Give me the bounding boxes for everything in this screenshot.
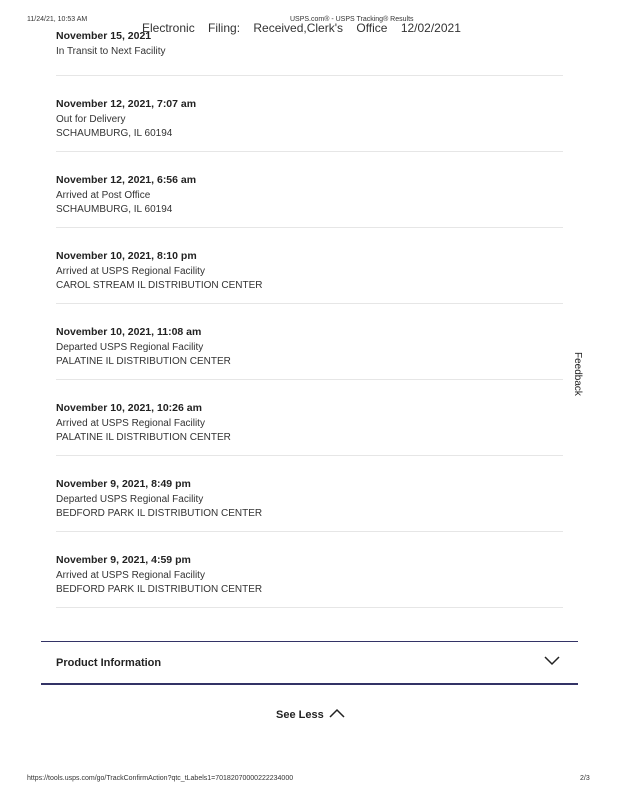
tracking-event	[56, 304, 563, 380]
feedback-tab[interactable]: Feedback	[572, 352, 583, 396]
event-date: November 10, 2021, 8:10 pm	[56, 250, 197, 262]
event-status: Arrived at USPS Regional Facility	[56, 570, 205, 581]
chevron-down-icon[interactable]	[544, 653, 560, 671]
event-location: SCHAUMBURG, IL 60194	[56, 204, 173, 215]
print-footer-url: https://tools.usps.com/go/TrackConfirmAction?qtc_tLabels1=70182070000222234000	[27, 775, 294, 782]
event-date: November 10, 2021, 10:26 am	[56, 402, 202, 414]
event-date: November 12, 2021, 7:07 am	[56, 98, 197, 110]
event-location: SCHAUMBURG, IL 60194	[56, 128, 173, 139]
print-header-datetime: 11/24/21, 10:53 AM	[27, 16, 88, 23]
event-date: November 15, 2021	[56, 30, 152, 42]
event-status: Out for Delivery	[56, 114, 126, 125]
event-status: In Transit to Next Facility	[56, 46, 166, 57]
print-footer-page-number: 2/3	[580, 775, 590, 782]
tracking-event	[56, 76, 563, 152]
event-location: BEDFORD PARK IL DISTRIBUTION CENTER	[56, 508, 263, 519]
event-status: Arrived at USPS Regional Facility	[56, 418, 205, 429]
product-information-label: Product Information	[56, 657, 162, 669]
product-information-accordion[interactable]	[41, 641, 578, 685]
tracking-event	[56, 380, 563, 456]
tracking-event	[56, 228, 563, 304]
event-status: Departed USPS Regional Facility	[56, 342, 204, 353]
filing-stamp: Electronic Filing: Received,Clerk's Office 12/02/2021	[142, 21, 461, 35]
event-location: PALATINE IL DISTRIBUTION CENTER	[56, 432, 231, 443]
event-location: PALATINE IL DISTRIBUTION CENTER	[56, 356, 231, 367]
tracking-event	[56, 456, 563, 532]
tracking-event	[56, 28, 563, 76]
event-date: November 12, 2021, 6:56 am	[56, 174, 197, 186]
chevron-up-icon	[329, 708, 345, 721]
event-location: BEDFORD PARK IL DISTRIBUTION CENTER	[56, 584, 263, 595]
tracking-event	[56, 532, 563, 608]
see-less-label: See Less	[276, 708, 324, 721]
event-status: Departed USPS Regional Facility	[56, 494, 204, 505]
tracking-event	[56, 152, 563, 228]
event-date: November 9, 2021, 4:59 pm	[56, 554, 191, 566]
event-status: Arrived at USPS Regional Facility	[56, 266, 205, 277]
print-header-title: USPS.com® - USPS Tracking® Results	[290, 16, 414, 23]
see-less-button[interactable]	[276, 708, 345, 721]
event-status: Arrived at Post Office	[56, 190, 151, 201]
event-date: November 10, 2021, 11:08 am	[56, 326, 202, 338]
event-date: November 9, 2021, 8:49 pm	[56, 478, 191, 490]
event-location: CAROL STREAM IL DISTRIBUTION CENTER	[56, 280, 263, 291]
tracking-history	[56, 28, 563, 608]
